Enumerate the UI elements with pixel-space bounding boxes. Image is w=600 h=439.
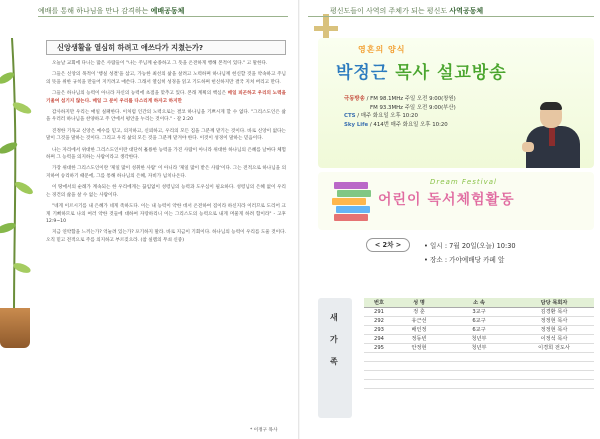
table-cell: 292 — [364, 316, 394, 325]
broadcast-channel: CTS — [344, 113, 356, 120]
table-row — [364, 316, 594, 325]
bullet-icon: • — [424, 256, 428, 264]
column-header: 번호 — [364, 298, 394, 307]
right-head-rule — [308, 16, 594, 17]
article-paragraph-text: 그들은 하나님의 능력이 아니라 자신의 능력에 초점을 맞추고 있다. 본래 계획의 핵심은 — [52, 91, 227, 97]
table-row — [364, 343, 594, 352]
column-header: 소 속 — [444, 298, 514, 307]
table-cell: 294 — [364, 334, 394, 343]
table-cell — [394, 352, 444, 361]
table-cell — [364, 379, 394, 388]
table-cell: 정동빈 — [394, 334, 444, 343]
article-paragraph: 그들은 신앙의 목적이 '행실 성결'을 삼고, 가능한 최선의 삶을 살려고 노력하며 하나님께 헌신할 것을 약속하고 주님의 뜻을 위한 규칙을 만들어 지키려고 애쓴다. 그래서 열심히 성경을 읽고 기도하며 헌신하지만 결국 지쳐 버리고 만다. — [46, 72, 286, 85]
table-cell: 청년부 — [444, 334, 514, 343]
table-cell: 3교구 — [444, 307, 514, 316]
broadcast-title-rest: 목사 설교방송 — [395, 63, 507, 83]
table-cell — [444, 361, 514, 370]
festival-korean-title: 어린이 독서체험활동 — [378, 192, 515, 208]
broadcast-line — [344, 121, 504, 130]
table-cell: 정 훈 — [394, 307, 444, 316]
event-place-value: : 가야예배당 카페 앞 — [444, 256, 505, 264]
table-row-empty — [364, 352, 594, 361]
table-row-empty — [364, 379, 594, 388]
table-cell: 293 — [364, 325, 394, 334]
article-paragraph: 감사하지만 우리는 매일 실패한다. 이처럼 인간의 노력으로는 결코 하나님을 기쁘시게 할 수 없다. "그리스도인은 삶을 우러러 하나님을 찬양하고 주 안에서 평안을 누리는 것이다." - 갈 2:20 — [46, 110, 286, 123]
table-cell — [444, 352, 514, 361]
left-running-head — [38, 6, 184, 16]
table-cell: 이정석 목사 — [514, 334, 594, 343]
table-row — [364, 334, 594, 343]
table-cell — [514, 352, 594, 361]
table-row — [364, 307, 594, 316]
festival-english-title: Dream Festival — [430, 178, 497, 186]
table-cell — [514, 361, 594, 370]
plant-illustration — [0, 18, 34, 318]
table-cell: 배인정 — [394, 325, 444, 334]
dream-festival-banner — [318, 172, 594, 230]
right-running-head — [330, 6, 483, 16]
broadcast-schedule — [344, 95, 504, 129]
table-cell: 김경환 목사 — [514, 307, 594, 316]
broadcast-time: / 매주 화요일 오후 10:20 — [357, 113, 418, 120]
table-cell: 유근선 — [394, 316, 444, 325]
event-date-value: : 7월 20일(오늘) 10:30 — [444, 242, 516, 250]
table-cell — [394, 379, 444, 388]
left-running-head-prefix: 예배를 통해 하나님을 만나 감격하는 — [38, 7, 149, 15]
event-date — [424, 240, 516, 250]
right-running-head-section: 사역공동체 — [449, 7, 484, 15]
article-author: * 이정구 목사 — [250, 428, 278, 433]
event-place — [424, 254, 504, 264]
broadcast-time: / FM 98.1MHz 주일 오전 9:00(창원) — [366, 96, 456, 102]
table-cell: 청년부 — [444, 343, 514, 352]
broadcast-time: / 414번 매주 화요일 오후 10:20 — [369, 121, 448, 128]
broadcast-line — [344, 112, 504, 121]
table-cell: 안정현 — [394, 343, 444, 352]
table-cell: 이경희 전도사 — [514, 343, 594, 352]
event-date-label: 일시 — [430, 242, 443, 250]
article-paragraph: 오늘날 교회에 다니는 많은 사람들이 "나는 주님께 순종하고 그 뜻을 온전하게 행해 본적이 있다." 고 말한다. — [52, 61, 268, 66]
broadcast-channel: Sky Life — [344, 121, 369, 128]
table-cell — [364, 361, 394, 370]
table-cell — [364, 352, 394, 361]
table-cell: 6교구 — [444, 316, 514, 325]
broadcast-title — [336, 58, 507, 83]
table-header-row — [364, 298, 594, 307]
article-paragraph: 이 땅에서의 순례가 계속되는 한 우리에게는 끊임없이 성령님의 능력과 도우심이 필요하다. 성령님의 은혜 없이 우리는 경건의 삶을 살 수 없는 사람이다. — [46, 185, 286, 198]
table-cell — [444, 379, 514, 388]
table-cell: 6교구 — [444, 325, 514, 334]
new-family-char: 가 — [330, 335, 338, 344]
article-paragraph: 가장 위대한 그리스도인이란 '제일 많이 성취한 사람' 이 아니라 '제일 많이 받은 사람'이다. 그는 전적으로 하나님을 의지하여 승리하기 때문에, 그를 통해 하나님의 은혜, 자비가 넘치나온다. — [46, 166, 286, 179]
table-cell — [364, 370, 394, 379]
event-round-badge: < 2차 > — [366, 238, 410, 252]
table-row — [364, 325, 594, 334]
broadcast-channel: 극동방송 — [344, 96, 365, 102]
table-cell — [514, 379, 594, 388]
new-family-label — [318, 298, 352, 418]
column-header: 담당 목회자 — [514, 298, 594, 307]
article-paragraph: "네게 이르시기를 내 은혜가 네게 족하도다. 이는 내 능력이 약한 데서 온전하여 짐이라 하신지라 이러므로 도리어 크게 기뻐하므로 나의 여러 약한 것들에 대하여 자랑하리니 이는 그리스도의 능력으로 내게 머물게 하려 함이라" - 고후 12:9~10 — [46, 204, 286, 224]
table-cell: 정정현 목사 — [514, 325, 594, 334]
article-paragraph: 지금 연약함을 느끼는가? 억눌려 있는가? 포기하지 말라. 바로 지금이 기회이다. 하나님의 능력이 우리를 도울 것이다. 오직 믿고 전적으로 주를 의지하고 부르짖으라. (참 실렘의 무쇠 신중) — [46, 230, 286, 243]
broadcast-line — [344, 104, 504, 113]
table-cell — [394, 361, 444, 370]
table-cell: 291 — [364, 307, 394, 316]
pastor-photo — [522, 102, 586, 168]
broadcast-title-name: 박정근 — [336, 63, 389, 83]
table-cell — [394, 370, 444, 379]
article-highlight: 매일 피곤하고 우리의 노력을 기울여 섬기지 않는다. 매일 그 분이 우리를 다스리게 하자고 하지만 — [46, 91, 286, 104]
table-row-empty — [364, 370, 594, 379]
table-cell — [444, 370, 514, 379]
event-place-label: 장소 — [430, 256, 443, 264]
plant-pot — [0, 308, 30, 348]
article-paragraph — [46, 90, 286, 105]
new-members-table — [364, 298, 594, 389]
table-cell — [514, 370, 594, 379]
left-running-head-section: 예배공동체 — [150, 7, 185, 15]
column-header: 성 명 — [394, 298, 444, 307]
table-row-empty — [364, 361, 594, 370]
broadcast-time: FM 93.3MHz 주일 오전 9:00(부산) — [370, 104, 456, 111]
left-head-rule — [38, 16, 288, 17]
article-paragraph: 나는 자리에서 위대한 그리스도인이란 대단히 훌륭한 능력을 가진 사람이 아니라 위대한 하나님의 은혜를 날마다 체험하며 그 능력을 의지하는 사람이라고 생각한다. — [46, 147, 286, 161]
table-cell: 정정현 목사 — [514, 316, 594, 325]
books-icon — [332, 180, 372, 224]
broadcast-subtitle: 영혼의 양식 — [358, 45, 406, 54]
sermon-broadcast-banner — [318, 38, 594, 168]
table-cell: 295 — [364, 343, 394, 352]
article-title: 신앙생활을 열심히 하려고 애쓰다가 지쳤는가? — [46, 40, 286, 55]
new-family-char: 족 — [330, 357, 338, 366]
bullet-icon: • — [424, 242, 428, 250]
right-running-head-prefix: 평신도들이 사역의 주체가 되는 평신도 — [330, 7, 448, 15]
article-paragraph: 진정한 기독교 신앙은 예수를 믿고, 의지하고, 신뢰하고, 우리의 모든 짐을 그분께 맡기는 것이다. 바로 신앙이 없다는 말이 그것을 말하는 것이다. 그리고 우리 삶의 모든 것을 그분께 맡겨야 한다. 이것이 성경이 말하는 믿음이다. — [46, 128, 286, 142]
article-body — [46, 60, 286, 428]
new-family-char: 새 — [330, 313, 338, 322]
broadcast-line — [344, 95, 504, 104]
